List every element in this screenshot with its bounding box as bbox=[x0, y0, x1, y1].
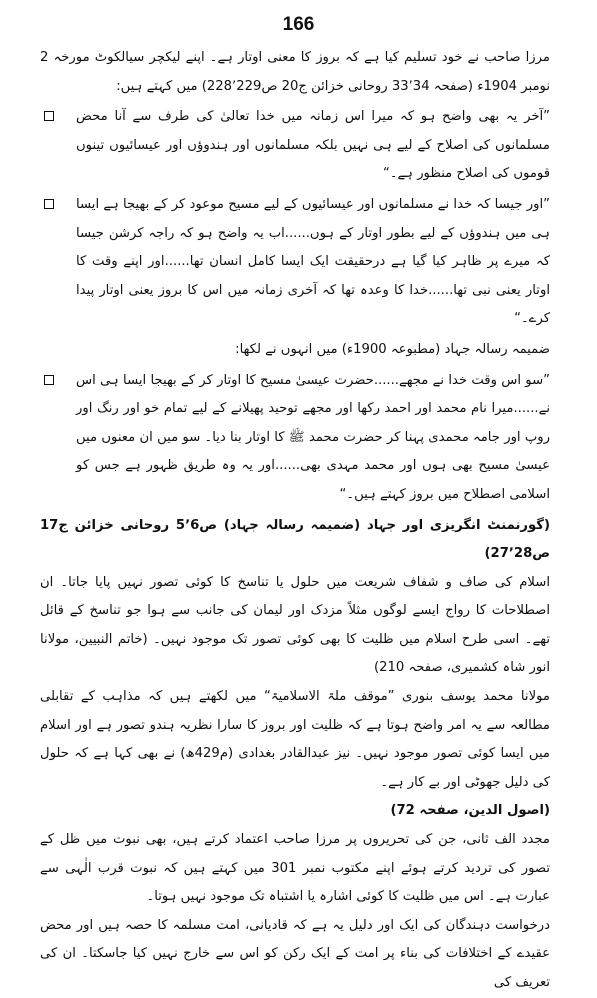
bullet-checkbox-icon bbox=[44, 111, 54, 121]
quote-block bbox=[76, 367, 550, 510]
quote-block bbox=[76, 103, 550, 189]
page-body bbox=[40, 44, 550, 998]
paragraph-intro: مرزا صاحب نے خود تسلیم کیا ہے کہ بروز کا معنی اوتار ہے۔ اپنے لیکچر سیالکوٹ مورخہ 2 نومبر 1904ء (صفحہ 33٬34 روحانی خزائن ج20 ص228٬229) میں کہتے ہیں: bbox=[40, 50, 550, 94]
bullet-checkbox-icon bbox=[44, 199, 54, 209]
reference-citation: (اصول الدین، صفحہ 72) bbox=[390, 803, 550, 819]
paragraph-heading: ضمیمہ رسالہ جہاد (مطبوعہ 1900ء) میں انہوں نے لکھا: bbox=[235, 341, 550, 357]
quote-text: ”سو اس وقت خدا نے مجھے......حضرت عیسیٰ مسیح کا اوتار کر کے بھیجا ایسا ہی اس نے......میرا نام محمد اور احمد رکھا اور مجھے توحید پھیلانے کے لیے تمام خو اور رنگ اور روپ اور جامہ محمدی پہنا کر حضرت محمد ﷺ کا اوتار بنا دیا۔ سو میں ان معنوں میں عیسیٰ مسیح بھی ہوں اور محمد مہدی بھی......اور یہ وہ طریق ظہور ہے جس کو اسلامی اصطلاح میں بروز کہتے ہیں۔“ bbox=[76, 372, 550, 502]
quote-text: ”آخر یہ بھی واضح ہو کہ میرا اس زمانہ میں خدا تعالیٰ کی طرف سے آنا محض مسلمانوں کی اصلاح کے لیے ہی نہیں بلکہ مسلمانوں اور ہندوؤں اور عیسائیوں تینوں قوموں کی اصلاح منظور ہے۔“ bbox=[76, 109, 550, 182]
quote-text: ”اور جیسا کہ خدا نے مسلمانوں اور عیسائیوں کے لیے مسیح موعود کر کے بھیجا ہے ایسا ہی میں ہندوؤں کے لیے بطور اوتار کے ہوں......اب یہ واضح ہو کہ راجہ کرشن جیسا کہ میرے پر ظاہر کیا گیا ہے درحقیقت ایک ایسا کامل انسان تھا......اور اپنے وقت کا اوتار یعنی نبی تھا......خدا کا وعدہ تھا کہ آخری زمانہ میں اس کا بروز یعنی اوتار پیدا کرے۔“ bbox=[76, 196, 550, 327]
paragraph: مولانا محمد یوسف بنوری ”موقف ملۃ الاسلامیۃ“ میں لکھتے ہیں کہ مذاہب کے تقابلی مطالعہ سے یہ امر واضح ہوتا ہے کہ ظلیت اور بروز کا سارا نظریہ ہندو تصور ہے اور اسلام میں ایسا کوئی تصور موجود نہیں۔ نیز عبدالقادر بغدادی (م429ھ) نے بھی کہا ہے کہ حلول کی دلیل جھوٹی اور بے کار ہے۔ bbox=[40, 689, 550, 790]
bullet-checkbox-icon bbox=[44, 375, 54, 385]
paragraph: مجدد الف ثانی، جن کی تحریروں پر مرزا صاحب اعتماد کرتے ہیں، بھی نبوت میں ظل کے تصور کی تردید کرتے ہوئے اپنے مکتوب نمبر 301 میں کہتے ہیں کہ نبوت قرب الٰہی سے عبارت ہے۔ اس میں ظلیت کا کوئی اشارہ یا اشتباہ تک موجود نہیں ہوتا۔ bbox=[40, 832, 550, 905]
quote-block bbox=[76, 191, 550, 334]
paragraph: اسلام کی صاف و شفاف شریعت میں حلول یا تناسخ کا کوئی تصور نہیں پایا جاتا۔ ان اصطلاحات کا رواج ایسے لوگوں مثلاً مزدک اور لیمان کی جانب سے ہوا جو تناسخ کے قائل تھے۔ اسی طرح اسلام میں ظلیت کا بھی کوئی تصور تک موجود نہیں۔ (خاتم النبیین، مولانا انور شاہ کشمیری، صفحہ 210) bbox=[40, 574, 550, 676]
reference-citation: (گورنمنٹ انگریزی اور جہاد (ضمیمہ رسالہ جہاد) ص5٬6 روحانی خزائن ج17 ص27٬28) bbox=[40, 517, 550, 562]
paragraph: درخواست دہندگان کی ایک اور دلیل یہ ہے کہ قادیانی، امت مسلمہ کا حصہ ہیں اور محض عقیدے کے اختلافات کی بناء پر امت کے ایک رکن کو اس سے خارج نہیں کیا جاسکتا۔ ان کی تعریف کی bbox=[40, 917, 550, 990]
page-number: 166 bbox=[282, 14, 315, 35]
